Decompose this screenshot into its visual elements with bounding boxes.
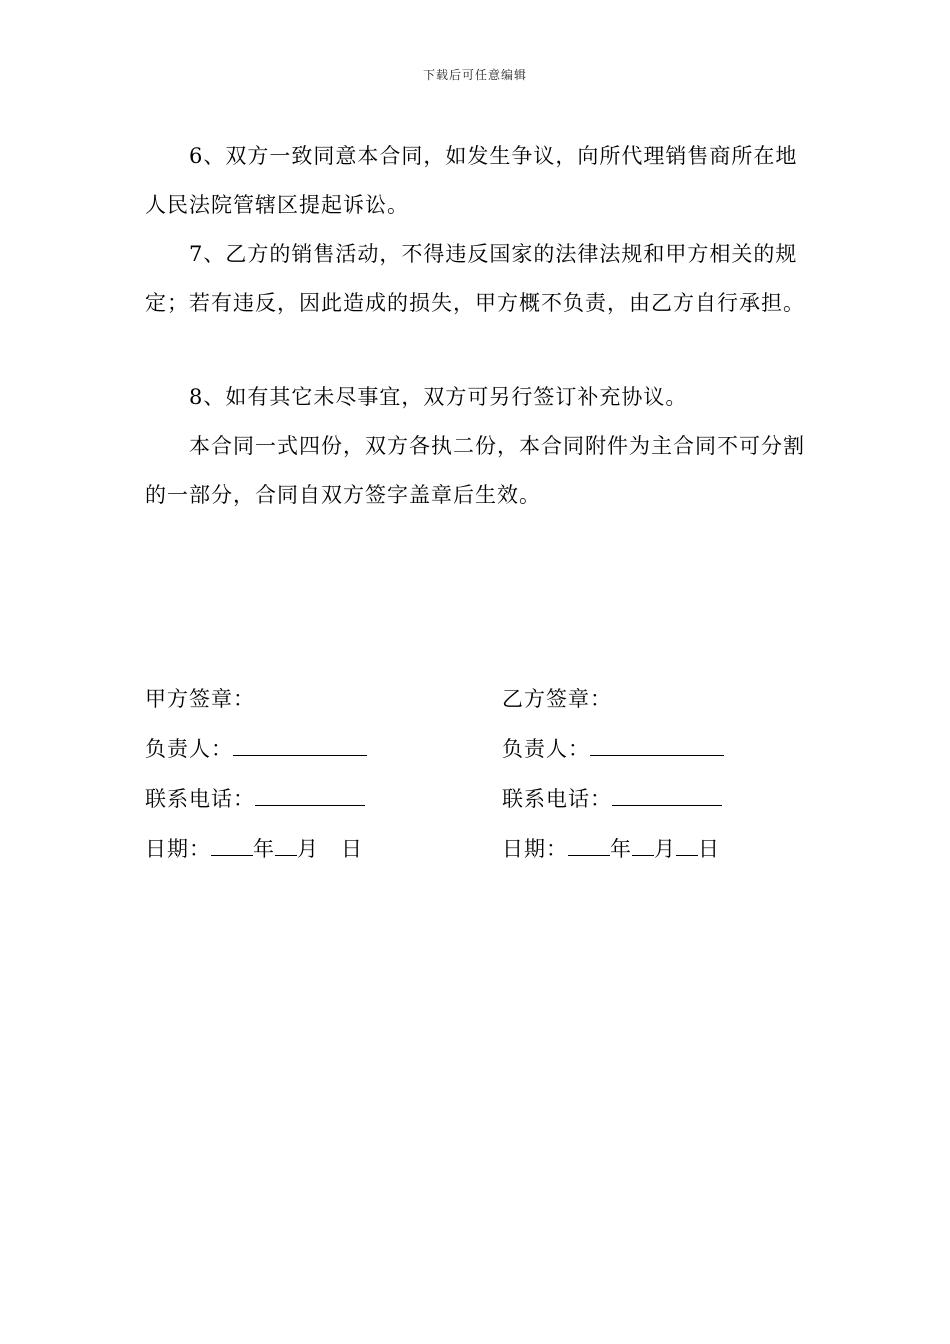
party-a-month-field[interactable] bbox=[275, 835, 297, 856]
party-b-phone: 联系电话： bbox=[502, 776, 832, 826]
contract-body bbox=[145, 132, 815, 520]
party-a-person: 负责人： bbox=[145, 726, 475, 776]
party-a-date: 日期： 年 月 日 bbox=[145, 837, 363, 861]
party-b-phone-field[interactable] bbox=[612, 785, 722, 806]
party-a-phone: 联系电话： bbox=[145, 776, 475, 826]
clause-8: 8、如有其它未尽事宜，双方可另行签订补充协议。 bbox=[189, 385, 688, 409]
party-b-date: 日期： 年 月 日 bbox=[502, 837, 720, 861]
party-b-signature bbox=[502, 676, 832, 876]
party-b-year-field[interactable] bbox=[568, 835, 610, 856]
party-b-seal: 乙方签章： bbox=[502, 687, 612, 711]
party-a-person-field[interactable] bbox=[233, 735, 367, 756]
header-note: 下载后可任意编辑 bbox=[422, 68, 527, 82]
party-a-signature bbox=[145, 676, 475, 876]
party-a-phone-field[interactable] bbox=[255, 785, 365, 806]
party-b-day-field[interactable] bbox=[676, 835, 698, 856]
party-b-month-field[interactable] bbox=[632, 835, 654, 856]
clause-7: 7、乙方的销售活动，不得违反国家的法律法规和甲方相关的规定；若有违反，因此造成的损失，甲方概不负责，由乙方自行承担。 bbox=[145, 242, 805, 315]
clause-6: 6、双方一致同意本合同，如发生争议，向所代理销售商所在地人民法院管辖区提起诉讼。 bbox=[145, 144, 798, 217]
paragraph-gap bbox=[145, 328, 815, 373]
party-b-person-field[interactable] bbox=[590, 735, 724, 756]
party-a-year-field[interactable] bbox=[211, 835, 253, 856]
party-b-person: 负责人： bbox=[502, 726, 832, 776]
closing-clause: 本合同一式四份，双方各执二份，本合同附件为主合同不可分割的一部分，合同自双方签字盖章后生效。 bbox=[145, 434, 805, 507]
party-a-seal: 甲方签章： bbox=[145, 687, 255, 711]
